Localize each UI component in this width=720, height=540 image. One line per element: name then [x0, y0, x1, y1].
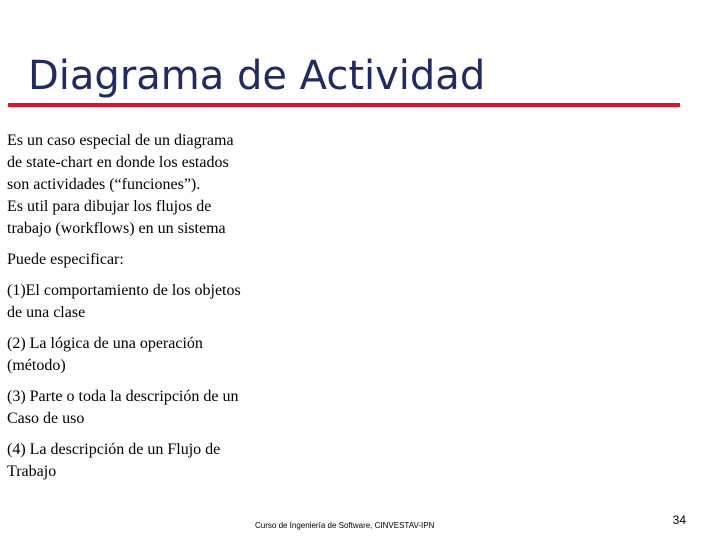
list-item-line: de una clase: [7, 304, 86, 321]
list-item-line: (2) La lógica de una operación: [7, 335, 203, 352]
list-item-line: (1)El comportamiento de los objetos: [7, 282, 241, 299]
intro-paragraph: [7, 130, 287, 240]
intro-line: trabajo (workflows) en un sistema: [7, 220, 226, 237]
intro-line: Es un caso especial de un diagrama: [7, 132, 234, 149]
intro-line: Es util para dibujar los flujos de: [7, 198, 212, 215]
title-underline: [8, 103, 680, 107]
list-item-2: [7, 333, 287, 377]
list-item-1: [7, 280, 287, 324]
footer-text: Curso de Ingeniería de Software, CINVESTAV-IPN: [255, 521, 435, 530]
list-item-4: [7, 439, 287, 483]
intro-line: son actividades (“funciones”).: [7, 176, 201, 193]
lead-paragraph: [7, 249, 287, 271]
slide-title: Diagrama de Actividad: [28, 53, 486, 99]
list-item-line: (método): [7, 357, 66, 374]
page-number: 34: [672, 513, 686, 527]
list-item-line: Caso de uso: [7, 410, 85, 427]
slide-body: [7, 130, 287, 492]
list-item-line: Trabajo: [7, 463, 57, 480]
intro-line: de state-chart en donde los estados: [7, 154, 229, 171]
list-item-line: (4) La descripción de un Flujo de: [7, 441, 221, 458]
lead-text: Puede especificar:: [7, 251, 124, 268]
list-item-3: [7, 386, 287, 430]
list-item-line: (3) Parte o toda la descripción de un: [7, 388, 239, 405]
